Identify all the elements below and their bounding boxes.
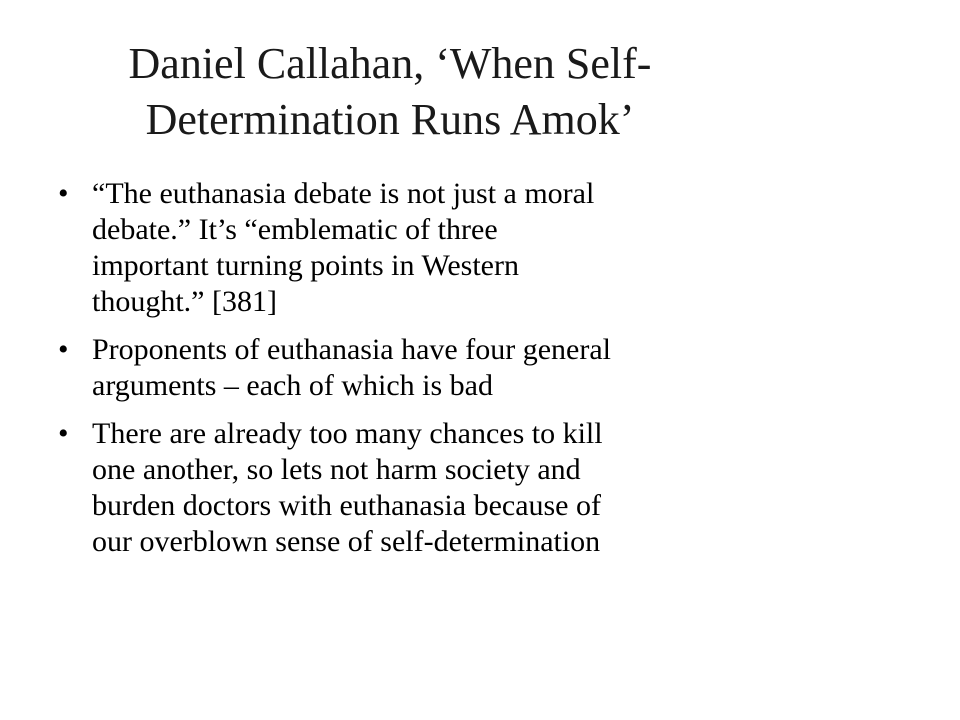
bullet-text-3	[92, 416, 738, 560]
bullet-3-line-2: one another, so lets not harm society and	[92, 453, 581, 486]
slide-title	[0, 36, 780, 148]
bullet-3-line-4: our overblown sense of self-determination	[92, 525, 601, 558]
bullet-item-3	[58, 416, 738, 560]
bullet-dot-icon: •	[58, 417, 69, 450]
bullet-2-line-2: arguments – each of which is bad	[92, 369, 494, 402]
bullet-dot-icon: •	[58, 333, 69, 366]
slide-title-line-2: Determination Runs Amok’	[145, 95, 635, 144]
bullet-item-1	[58, 176, 738, 320]
bullet-text-1	[92, 176, 738, 320]
bullet-list	[58, 176, 738, 572]
bullet-3-line-1: There are already too many chances to kill	[92, 417, 603, 450]
bullet-1-line-3: important turning points in Western	[92, 249, 519, 282]
bullet-3-line-3: burden doctors with euthanasia because of	[92, 489, 601, 522]
bullet-item-2	[58, 332, 738, 404]
slide-title-line-1: Daniel Callahan, ‘When Self-	[128, 39, 652, 88]
bullet-1-line-2: debate.” It’s “emblematic of three	[92, 213, 498, 246]
bullet-1-line-1: “The euthanasia debate is not just a moral	[92, 177, 595, 210]
bullet-2-line-1: Proponents of euthanasia have four general	[92, 333, 611, 366]
bullet-dot-icon: •	[58, 177, 69, 210]
bullet-1-line-4: thought.” [381]	[92, 285, 277, 318]
bullet-text-2	[92, 332, 738, 404]
